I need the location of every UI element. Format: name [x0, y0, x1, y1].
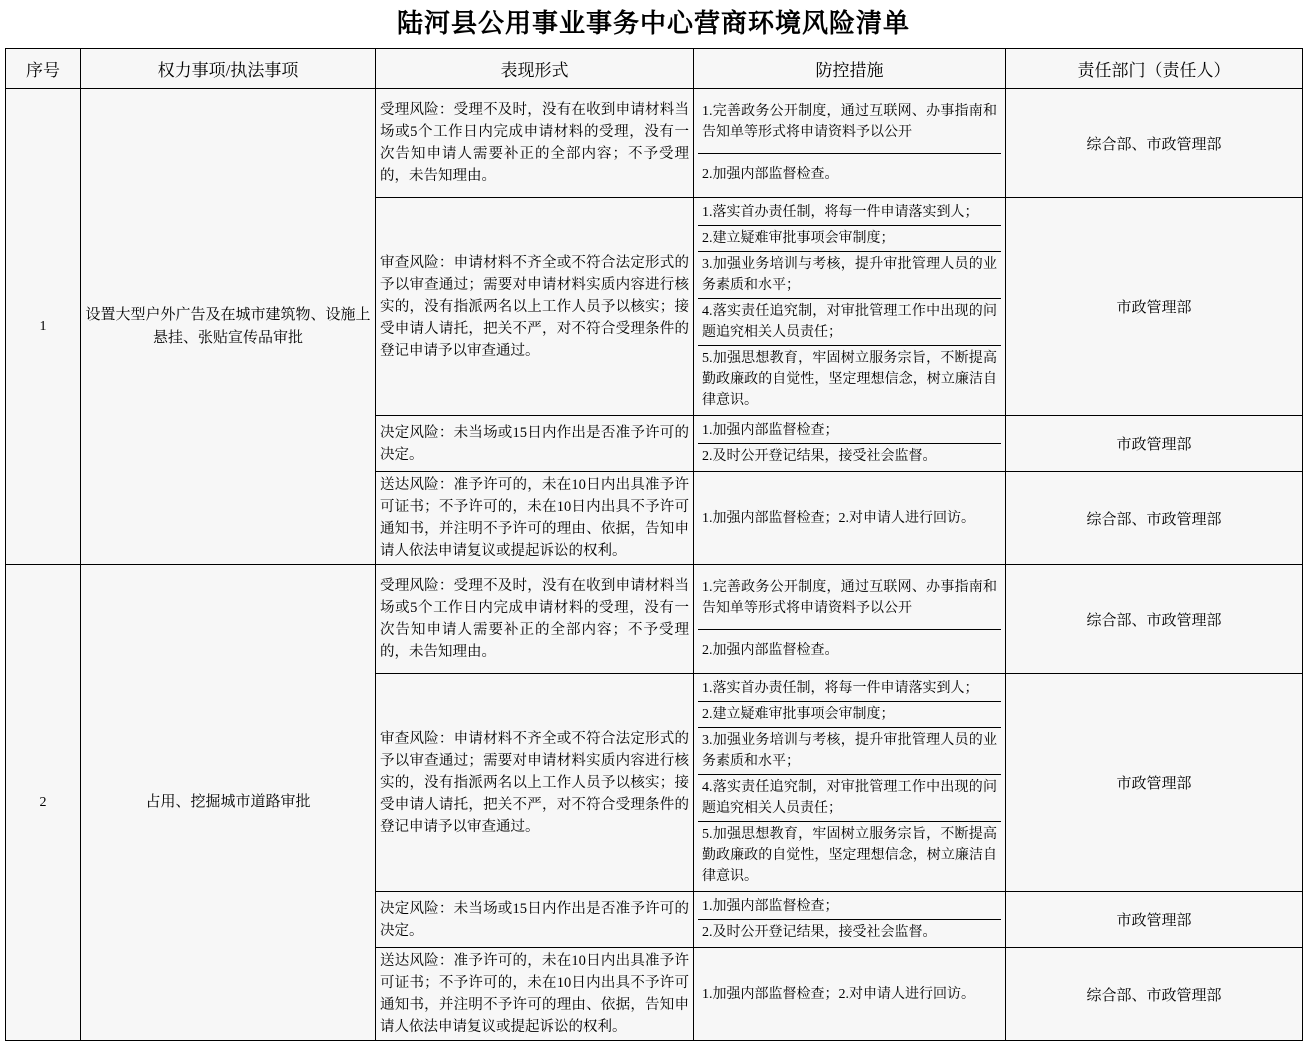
page-title: 陆河县公用事业事务中心营商环境风险清单 [0, 0, 1307, 48]
measure-item: 4.落实责任追究制，对审批管理工作中出现的问题追究相关人员责任； [698, 299, 1001, 346]
measure-item: 3.加强业务培训与考核，提升审批管理人员的业务素质和水平； [698, 252, 1001, 299]
control-measures-cell [694, 198, 1006, 416]
risk-form-cell: 审查风险：申请材料不齐全或不符合法定形式的予以审查通过；需要对申请材料实质内容进行核实的，没有指派两名以上工作人员予以核实；接受申请人请托，把关不严，对不符合受理条件的登记申请予以审查通过。 [376, 198, 694, 416]
control-measures-cell [694, 948, 1006, 1041]
control-measures-cell [694, 565, 1006, 674]
measure-list [698, 418, 1001, 469]
measure-item: 2.及时公开登记结果，接受社会监督。 [702, 925, 937, 940]
responsible-department-cell: 综合部、市政管理部 [1006, 565, 1303, 674]
measure-item: 1.完善政务公开制度，通过互联网、办事指南和告知单等形式将申请资料予以公开 [698, 91, 1001, 154]
measure-item: 2.建立疑难审批事项会审制度； [698, 702, 1001, 728]
table-body [6, 89, 1303, 1041]
responsible-department-cell: 综合部、市政管理部 [1006, 948, 1303, 1041]
power-item-cell: 设置大型户外广告及在城市建筑物、设施上悬挂、张贴宣传品审批 [81, 89, 376, 565]
risk-form-cell: 受理风险：受理不及时，没有在收到申请材料当场或5个工作日内完成申请材料的受理，没有一次告知申请人需要补正的全部内容；不予受理的，未告知理由。 [376, 565, 694, 674]
measure-item: 3.加强业务培训与考核，提升审批管理人员的业务素质和水平； [698, 728, 1001, 775]
measure-item: 2.加强内部监督检查。 [702, 643, 839, 658]
control-measures-cell [694, 674, 1006, 892]
control-measures-cell [694, 416, 1006, 472]
risk-form-cell: 受理风险：受理不及时，没有在收到申请材料当场或5个工作日内完成申请材料的受理，没有一次告知申请人需要补正的全部内容；不予受理的，未告知理由。 [376, 89, 694, 198]
responsible-department-cell: 市政管理部 [1006, 674, 1303, 892]
table-header-row [6, 49, 1303, 89]
control-measures-cell [694, 892, 1006, 948]
row-index-cell: 1 [6, 89, 81, 565]
column-header-item: 权力事项/执法事项 [81, 49, 376, 89]
measure-item: 1.落实首办责任制，将每一件申请落实到人； [698, 200, 1001, 226]
column-header-measure: 防控措施 [694, 49, 1006, 89]
measure-item: 1.完善政务公开制度，通过互联网、办事指南和告知单等形式将申请资料予以公开 [698, 567, 1001, 630]
responsible-department-cell: 综合部、市政管理部 [1006, 89, 1303, 198]
measure-item: 1.加强内部监督检查； [698, 894, 1001, 920]
risk-form-cell: 送达风险：准予许可的，未在10日内出具准予许可证书；不予许可的，未在10日内出具不予许可通知书，并注明不予许可的理由、依据，告知申请人依法申请复议或提起诉讼的权利。 [376, 472, 694, 565]
column-header-no: 序号 [6, 49, 81, 89]
measure-list [698, 480, 1001, 557]
risk-form-cell: 审查风险：申请材料不齐全或不符合法定形式的予以审查通过；需要对申请材料实质内容进行核实的，没有指派两名以上工作人员予以核实；接受申请人请托，把关不严，对不符合受理条件的登记申请予以审查通过。 [376, 674, 694, 892]
table-header [6, 49, 1303, 89]
risk-form-cell: 送达风险：准予许可的，未在10日内出具准予许可证书；不予许可的，未在10日内出具不予许可通知书，并注明不予许可的理由、依据，告知申请人依法申请复议或提起诉讼的权利。 [376, 948, 694, 1041]
measure-list [698, 200, 1001, 413]
row-index-cell: 2 [6, 565, 81, 1041]
measure-item: 1.加强内部监督检查；2.对申请人进行回访。 [702, 986, 975, 1002]
measure-item: 2.及时公开登记结果，接受社会监督。 [702, 449, 937, 464]
table-row [6, 565, 1303, 674]
measure-item: 5.加强思想教育，牢固树立服务宗旨，不断提高勤政廉政的自觉性，坚定理想信念，树立廉洁自律意识。 [702, 351, 997, 408]
responsible-department-cell: 市政管理部 [1006, 198, 1303, 416]
measure-item: 5.加强思想教育，牢固树立服务宗旨，不断提高勤政廉政的自觉性，坚定理想信念，树立廉洁自律意识。 [702, 827, 997, 884]
risk-list-table [5, 48, 1303, 1041]
measure-item: 1.落实首办责任制，将每一件申请落实到人； [698, 676, 1001, 702]
responsible-department-cell: 市政管理部 [1006, 892, 1303, 948]
measure-item: 1.加强内部监督检查； [698, 418, 1001, 444]
measure-list [698, 567, 1001, 671]
responsible-department-cell: 综合部、市政管理部 [1006, 472, 1303, 565]
column-header-form: 表现形式 [376, 49, 694, 89]
risk-form-cell: 决定风险：未当场或15日内作出是否准予许可的决定。 [376, 416, 694, 472]
power-item-cell: 占用、挖掘城市道路审批 [81, 565, 376, 1041]
control-measures-cell [694, 472, 1006, 565]
measure-list [698, 676, 1001, 889]
measure-list [698, 894, 1001, 945]
measure-item: 2.加强内部监督检查。 [702, 167, 839, 182]
control-measures-cell [694, 89, 1006, 198]
responsible-department-cell: 市政管理部 [1006, 416, 1303, 472]
column-header-dept: 责任部门（责任人） [1006, 49, 1303, 89]
measure-item: 2.建立疑难审批事项会审制度； [698, 226, 1001, 252]
measure-list [698, 956, 1001, 1033]
table-row [6, 89, 1303, 198]
measure-item: 4.落实责任追究制，对审批管理工作中出现的问题追究相关人员责任； [698, 775, 1001, 822]
measure-list [698, 91, 1001, 195]
risk-form-cell: 决定风险：未当场或15日内作出是否准予许可的决定。 [376, 892, 694, 948]
measure-item: 1.加强内部监督检查；2.对申请人进行回访。 [702, 510, 975, 526]
